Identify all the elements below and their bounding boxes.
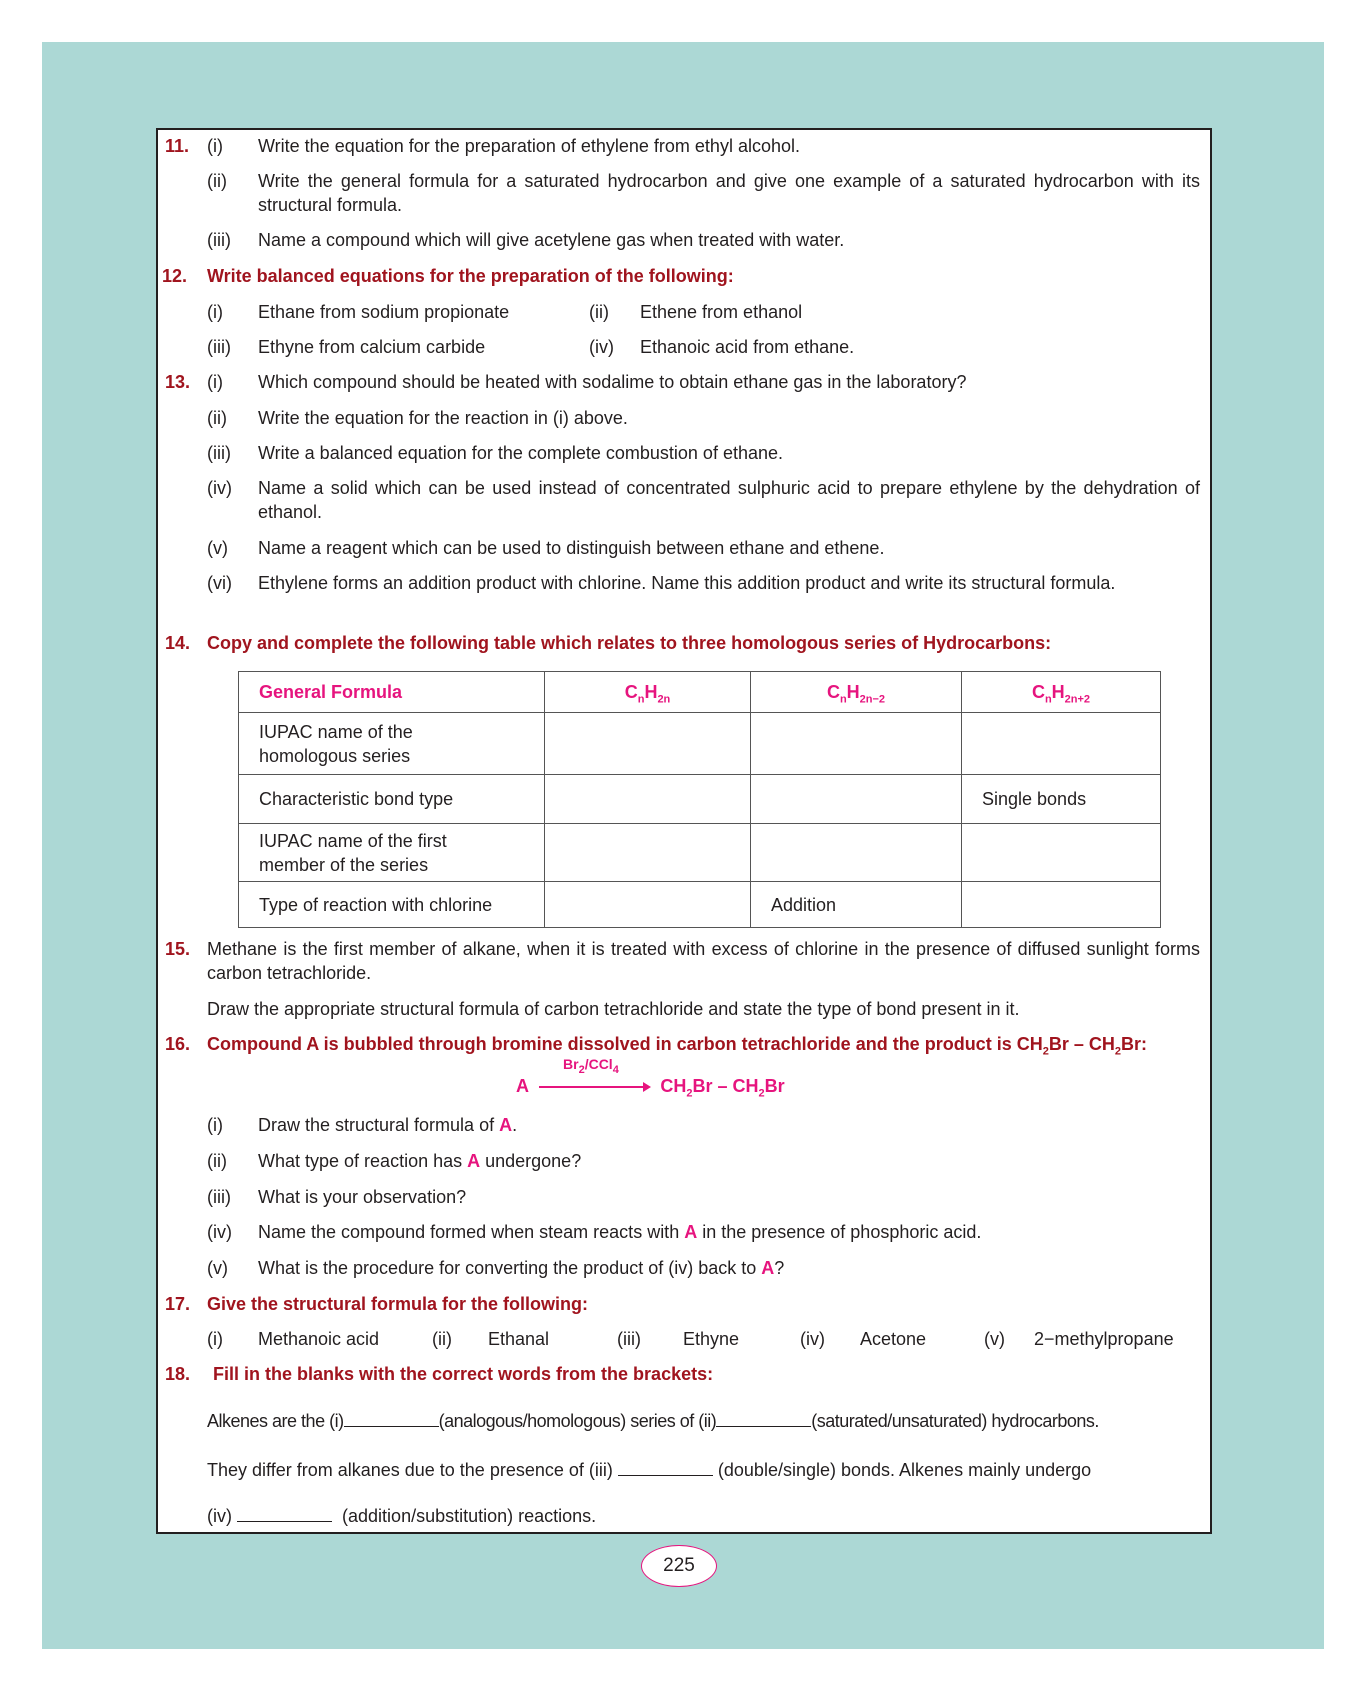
blank-input[interactable]: [716, 1410, 811, 1427]
item-text: Acetone: [860, 1329, 927, 1349]
item-text: Ethanal: [488, 1329, 550, 1349]
question-text: Methane is the first member of alkane, when it is treated with excess of chlorine in the presence of diffused sunlight forms carbon tetrachloride.: [207, 939, 1200, 983]
item-label: (ii): [207, 408, 227, 428]
item-text: Name a compound which will give acetylene gas when treated with water.: [258, 230, 845, 250]
table-header: General Formula: [239, 672, 545, 713]
question-title: Copy and complete the following table which relates to three homologous series of Hydrocarbons:: [207, 633, 1052, 653]
item-text: What is your observation?: [258, 1187, 467, 1207]
homologous-series-table: [238, 671, 1161, 928]
blank-input[interactable]: [618, 1459, 713, 1476]
question-number: 16.: [165, 1034, 191, 1054]
item-text: Ethylene forms an addition product with chlorine. Name this addition product and write its structural formula.: [258, 573, 1116, 593]
item-label: (iii): [207, 443, 231, 463]
row-label: Characteristic bond type: [239, 775, 545, 824]
item-text: 2−methylpropane: [1034, 1329, 1174, 1349]
item-label: (iii): [207, 1187, 231, 1207]
item-label: (i): [207, 372, 223, 392]
item-text: What is the procedure for converting the product of (iv) back to A?: [258, 1258, 785, 1278]
item-text: Ethyne from calcium carbide: [258, 337, 486, 357]
formula-header: $C_nH_{2n}$: [545, 672, 751, 713]
item-label: (i): [207, 1329, 223, 1349]
table-cell: [545, 882, 751, 928]
question-title: Compound A is bubbled through bromine dissolved in carbon tetrachloride and the product is $CH_2Br - CH_2Br$:: [207, 1034, 1147, 1058]
table-cell: [962, 824, 1161, 882]
fill-blank-line: Alkenes are the (i) (analogous/homologous) series of (ii) (saturated/unsaturated) hydrocarbons.: [207, 1411, 1099, 1431]
blank-input[interactable]: [237, 1505, 332, 1522]
item-label: (ii): [589, 302, 609, 322]
table-row: [239, 713, 1161, 775]
blank-input[interactable]: [344, 1410, 439, 1427]
item-text: Which compound should be heated with sodalime to obtain ethane gas in the laboratory?: [258, 372, 967, 392]
formula-header: $C_nH_{2n+2}$: [962, 672, 1161, 713]
page-number: 225: [641, 1545, 717, 1587]
item-text: Ethyne: [683, 1329, 740, 1349]
row-label: IUPAC name of the first member of the series: [239, 824, 545, 882]
question-number: 11.: [165, 136, 190, 156]
item-text: Name a solid which can be used instead of concentrated sulphuric acid to prepare ethylene by the dehydration of ethanol.: [258, 478, 1200, 522]
table-row: [239, 775, 1161, 824]
item-text: Write the general formula for a saturated hydrocarbon and give one example of a saturated hydrocarbon with its structural formula.: [258, 171, 1200, 215]
table-cell: [962, 713, 1161, 775]
item-label: (ii): [207, 171, 227, 191]
fill-blank-line: (iv) (addition/substitution) reactions.: [207, 1506, 597, 1526]
question-title: Give the structural formula for the following:: [207, 1294, 589, 1314]
item-label: (v): [207, 538, 228, 558]
item-label: (i): [207, 136, 223, 156]
item-label: (ii): [207, 1151, 227, 1171]
question-title: Fill in the blanks with the correct words from the brackets:: [213, 1364, 714, 1384]
table-cell: [545, 824, 751, 882]
question-number: 15.: [165, 939, 191, 959]
fill-blank-line: They differ from alkanes due to the presence of (iii) (double/single) bonds. Alkenes mainly undergo: [207, 1460, 1092, 1480]
item-label: (iv): [207, 478, 232, 498]
item-label: (i): [207, 302, 223, 322]
question-number: 17.: [165, 1294, 191, 1314]
item-text: Ethene from ethanol: [640, 302, 803, 322]
question-number: 14.: [165, 633, 191, 653]
table-row: [239, 824, 1161, 882]
item-label: (vi): [207, 573, 232, 593]
table-cell: [751, 824, 962, 882]
row-label: Type of reaction with chlorine: [239, 882, 545, 928]
table-cell: [545, 713, 751, 775]
question-number: 12.: [162, 266, 188, 286]
item-text: Ethanoic acid from ethane.: [640, 337, 855, 357]
table-cell: Addition: [751, 882, 962, 928]
reaction-arrow-icon: [539, 1086, 649, 1088]
formula-header: $C_nH_{2n-2}$: [751, 672, 962, 713]
item-label: (v): [207, 1258, 228, 1278]
item-text: Draw the structural formula of A.: [258, 1115, 518, 1135]
item-text: Write the equation for the reaction in (i) above.: [258, 408, 628, 428]
question-number: 13.: [165, 372, 191, 392]
table-cell: [545, 775, 751, 824]
item-text: Name a reagent which can be used to distinguish between ethane and ethene.: [258, 538, 885, 558]
reagent-label: $Br_2/CCl_4$: [563, 1056, 619, 1076]
table-row: [239, 882, 1161, 928]
item-text: Write a balanced equation for the complete combustion of ethane.: [258, 443, 783, 463]
reaction-equation: A $CH_2Br - CH_2Br$: [516, 1076, 785, 1100]
table-cell: [751, 775, 962, 824]
item-text: Ethane from sodium propionate: [258, 302, 510, 322]
item-label: (ii): [432, 1329, 452, 1349]
item-text: Write the equation for the preparation of ethylene from ethyl alcohol.: [258, 136, 800, 156]
table-cell: [751, 713, 962, 775]
item-text: Name the compound formed when steam reacts with A in the presence of phosphoric acid.: [258, 1222, 982, 1242]
row-label: IUPAC name of the homologous series: [239, 713, 545, 775]
item-label: (iii): [617, 1329, 641, 1349]
item-label: (i): [207, 1115, 223, 1135]
item-label: (iv): [589, 337, 614, 357]
item-label: (iv): [207, 1222, 232, 1242]
item-label: (iii): [207, 337, 231, 357]
item-label: (iii): [207, 230, 231, 250]
question-number: 18.: [165, 1364, 191, 1384]
item-label: (iv): [800, 1329, 825, 1349]
table-header-row: [239, 672, 1161, 713]
table-cell: [962, 882, 1161, 928]
question-title: Write balanced equations for the preparation of the following:: [207, 266, 734, 286]
question-text: Draw the appropriate structural formula of carbon tetrachloride and state the type of bond present in it.: [207, 999, 1020, 1019]
item-text: Methanoic acid: [258, 1329, 380, 1349]
table-cell: Single bonds: [962, 775, 1161, 824]
item-text: What type of reaction has A undergone?: [258, 1151, 582, 1171]
item-label: (v): [984, 1329, 1005, 1349]
